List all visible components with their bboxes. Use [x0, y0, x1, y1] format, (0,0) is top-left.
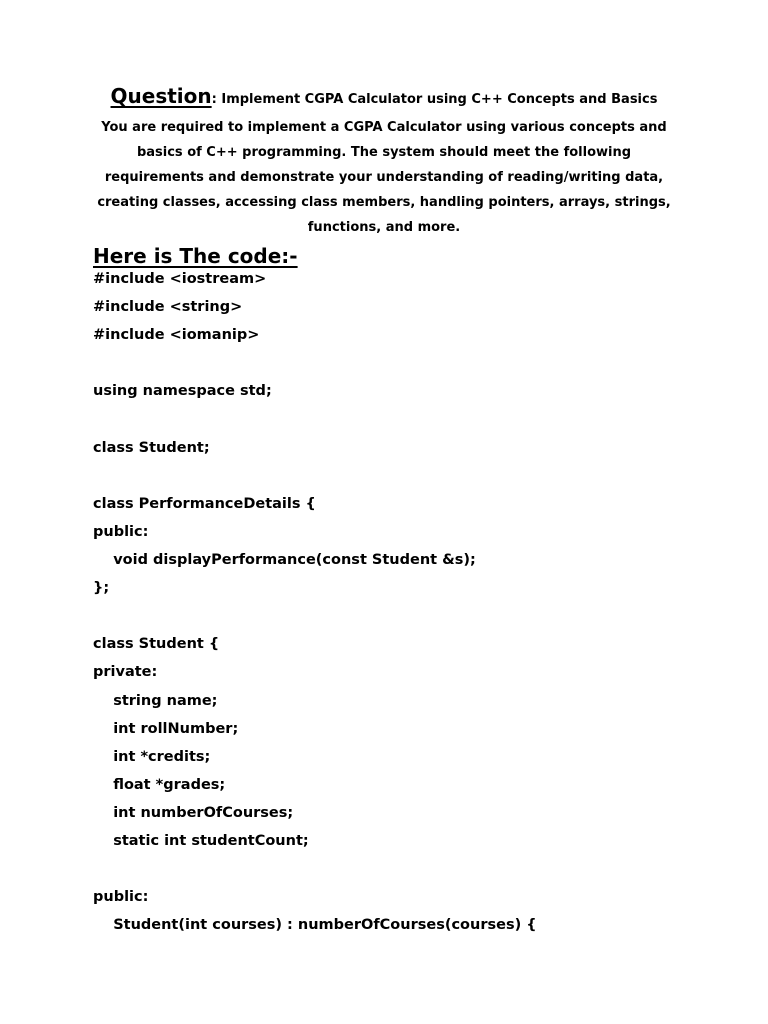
intro-line: functions, and more.: [307, 220, 461, 235]
code-line: #include <iomanip>: [93, 327, 260, 344]
intro-line: requirements and demonstrate your understanding of reading/writing data,: [104, 170, 664, 185]
code-line: public:: [93, 523, 149, 540]
code-line: int rollNumber;: [93, 720, 239, 737]
code-line: public:: [93, 889, 149, 906]
code-line: string name;: [93, 692, 218, 709]
code-line: int *credits;: [93, 748, 211, 765]
question-label: Question: [110, 84, 212, 108]
code-line: #include <iostream>: [93, 271, 267, 287]
code-line: #include <string>: [93, 299, 243, 316]
code-line: float *grades;: [93, 776, 226, 793]
question-text: : Implement CGPA Calculator using C++ Concepts and Basics: [211, 92, 658, 107]
code-line: static int studentCount;: [93, 833, 309, 849]
code-line: Student(int courses) : numberOfCourses(courses) {: [93, 917, 537, 934]
code-line: int numberOfCourses;: [93, 804, 294, 821]
code-line: class Student {: [93, 636, 220, 653]
code-line: class Student;: [93, 439, 210, 456]
intro-line: You are required to implement a CGPA Calculator using various concepts and: [101, 120, 667, 135]
code-heading: Here is The code:-: [93, 244, 298, 268]
intro-line: creating classes, accessing class members, handling pointers, arrays, strings,: [97, 195, 671, 210]
intro-line: basics of C++ programming. The system should meet the following: [136, 145, 632, 160]
code-line: private:: [93, 664, 158, 681]
question-title: [0, 84, 768, 108]
code-line: void displayPerformance(const Student &s);: [93, 552, 476, 568]
code-line: class PerformanceDetails {: [93, 495, 316, 512]
code-line: };: [93, 580, 110, 597]
code-line: using namespace std;: [93, 383, 272, 400]
